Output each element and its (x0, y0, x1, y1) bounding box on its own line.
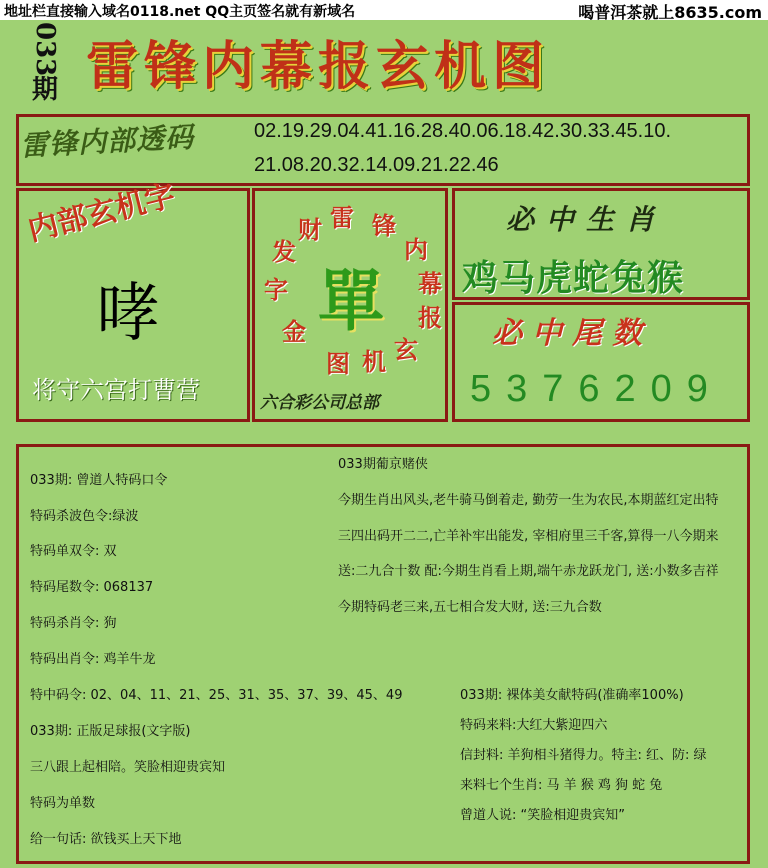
zodiac-animals: 鸡马虎蛇兔猴 (462, 257, 685, 299)
top-banner-right-text: 喝普洱茶就上8635.com (578, 3, 762, 22)
text-line: 特码出肖令: 鸡羊牛龙 (30, 652, 156, 667)
zodiac-title: 必中生肖 (506, 203, 667, 236)
ring-char: 发 (272, 237, 296, 266)
center-big-character: 單 (318, 262, 384, 340)
number-section-label: 雷锋内部透码 (19, 120, 195, 163)
text-line: 曾道人说: “笑脸相迎贵宾知” (460, 808, 625, 823)
ring-char: 幕 (418, 269, 442, 298)
ring-char: 机 (362, 347, 386, 376)
text-line: 送:二九合十数 配:今期生肖看上期,端午赤龙跃龙门, 送:小数多吉祥 (338, 564, 719, 579)
ring-char: 报 (418, 303, 442, 332)
issue-suffix: 期 (31, 75, 58, 106)
ring-char: 内 (404, 235, 428, 264)
number-line-2: 21.08.20.32.14.09.21.22.46 (254, 154, 499, 176)
text-line: 特码尾数令: 068137 (30, 580, 154, 595)
tail-digits: 5376209 (470, 368, 723, 410)
text-line: 来料七个生肖: 马 羊 猴 鸡 狗 蛇 兔 (460, 778, 663, 793)
ring-char: 玄 (394, 335, 418, 364)
text-line: 033期: 曾道人特码口令 (30, 473, 168, 488)
text-line: 特码单双令: 双 (30, 544, 117, 559)
top-banner-left-text: 地址栏直接输入域名0118.net QQ主页签名就有新域名 (4, 4, 356, 20)
ring-char: 锋 (372, 211, 396, 240)
text-line: 033期: 裸体美女献特码(准确率100%) (460, 688, 684, 703)
page-title: 雷锋内幕报玄机图 (86, 36, 551, 97)
hidden-word-slogan: 将守六宫打曹营 (32, 376, 200, 404)
ring-char: 财 (298, 215, 322, 244)
text-line: 特码杀波色令:绿波 (30, 509, 139, 524)
hidden-character: 哮 (96, 277, 160, 351)
text-line: 033期葡京赌侠 (338, 457, 428, 472)
ring-char: 图 (326, 349, 350, 378)
text-line: 今期特码老三来,五七相合发大财, 送:三九合数 (338, 600, 602, 615)
ring-char: 金 (282, 317, 306, 346)
ring-char: 字 (264, 275, 288, 304)
text-line: 三八跟上起相陪。笑脸相迎贵宾知 (30, 760, 226, 775)
issue-number: 033 (30, 22, 60, 77)
text-line: 信封料: 羊狗相斗猪得力。特主: 红、防: 绿 (460, 748, 707, 763)
text-line: 三四出码开二二,亡羊补牢出能发, 宰相府里三千客,算得一八今期来 (338, 529, 719, 544)
company-label: 六合彩公司总部 (260, 393, 379, 413)
text-line: 今期生肖出风头,老牛骑马倒着走, 勤劳一生为农民,本期蓝红定出特 (338, 493, 719, 508)
top-banner (0, 0, 768, 20)
text-line: 033期: 正版足球报(文字版) (30, 724, 191, 739)
hidden-word-title: 内部玄机字 (24, 178, 179, 249)
text-line: 给一句话: 欲钱买上天下地 (30, 832, 182, 847)
text-line: 特码来料:大红大紫迎四六 (460, 718, 608, 733)
text-line: 特码为单数 (30, 796, 96, 811)
tail-title: 必中尾数 (492, 316, 652, 351)
text-line: 特中码令: 02、04、11、21、25、31、35、37、39、45、49 (30, 688, 403, 703)
ring-char: 雷 (330, 203, 354, 232)
issue-label (26, 22, 64, 114)
number-line-1: 02.19.29.04.41.16.28.40.06.18.42.30.33.45.10. (254, 120, 672, 142)
text-line: 特码杀肖令: 狗 (30, 616, 117, 631)
